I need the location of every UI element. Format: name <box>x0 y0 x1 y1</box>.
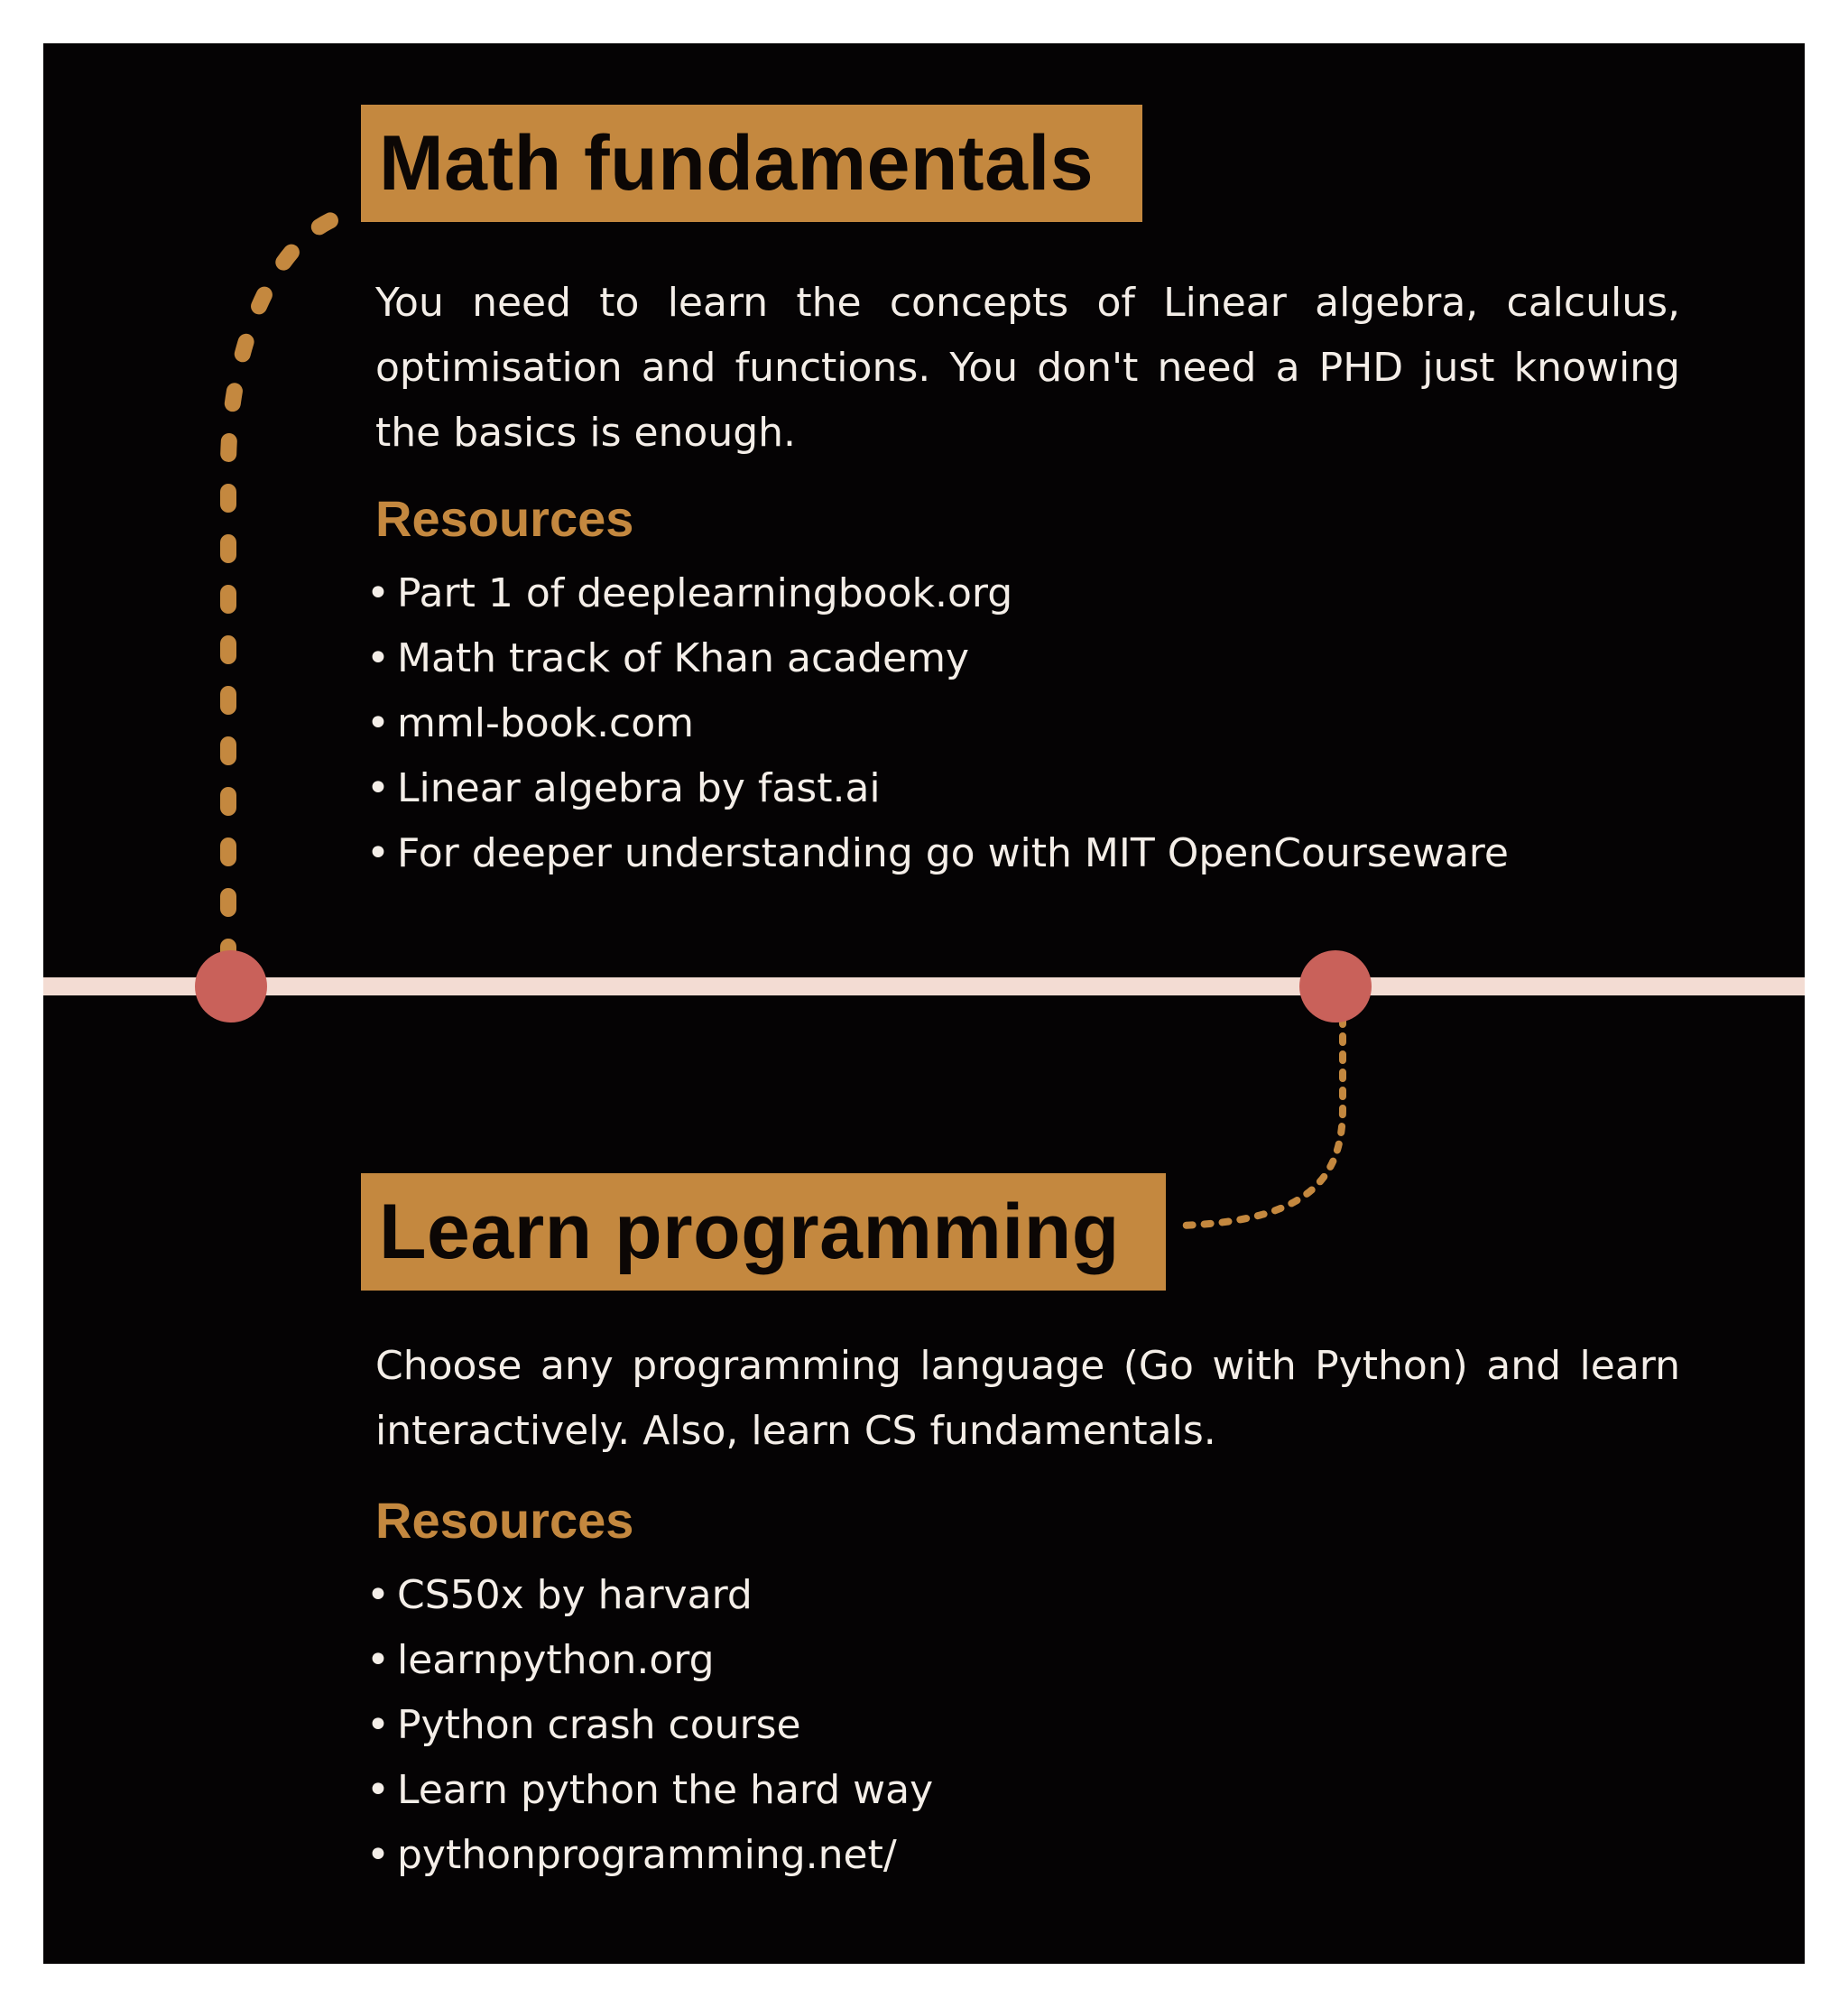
connector-path-programming <box>1180 1018 1343 1226</box>
connector-path-math <box>228 215 346 959</box>
section-title-text: Learn programming <box>379 1188 1120 1275</box>
infographic-canvas <box>43 43 1805 1964</box>
list-item: • pythonprogramming.net/ <box>366 1832 897 1878</box>
list-item: • mml-book.com <box>366 700 695 746</box>
resources-list-math <box>366 561 1509 886</box>
section-description-programming: Choose any programming language (Go with Python) and learn interactively. Also, learn CS fundamentals. <box>375 1343 1680 1454</box>
section-title-programming <box>361 1173 1166 1291</box>
resources-heading-math: Resources <box>375 490 634 547</box>
list-item: • Math track of Khan academy <box>366 635 970 681</box>
timeline-node-math <box>195 950 267 1023</box>
list-item: • Python crash course <box>366 1702 801 1748</box>
resources-heading-programming: Resources <box>375 1492 634 1549</box>
list-item: • learnpython.org <box>366 1637 715 1683</box>
resources-list-programming <box>366 1563 933 1888</box>
section-description-math: You need to learn the concepts of Linear algebra, calculus, optimisation and functions. You don't need a PHD just knowing the basics is enough. <box>375 280 1680 456</box>
list-item: • CS50x by harvard <box>366 1572 753 1618</box>
section-title-math <box>361 105 1142 222</box>
list-item: • Part 1 of deeplearningbook.org <box>366 570 1013 616</box>
list-item: • For deeper understanding go with MIT OpenCourseware <box>366 830 1509 876</box>
list-item: • Learn python the hard way <box>366 1767 934 1813</box>
section-title-text: Math fundamentals <box>379 119 1095 207</box>
timeline-node-programming <box>1299 950 1372 1023</box>
list-item: • Linear algebra by fast.ai <box>366 765 881 811</box>
